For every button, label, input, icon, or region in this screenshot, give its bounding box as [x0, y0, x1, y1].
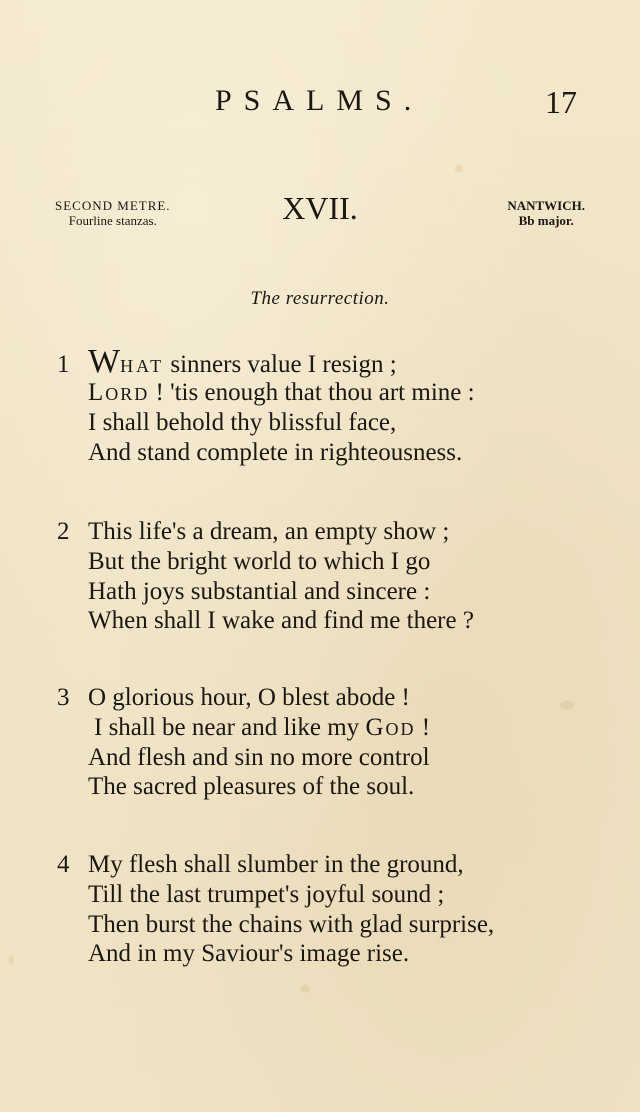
verse-text: sinners value I resign ;: [164, 351, 397, 378]
tune-name: NANTWICH.: [507, 198, 585, 213]
verse-text: ! 'tis enough that thou art mine :: [149, 379, 475, 406]
psalm-number: XVII.: [282, 190, 358, 226]
verse-line: And stand complete in righteousness.: [88, 439, 463, 466]
verse-line: The sacred pleasures of the soul.: [88, 773, 415, 800]
stanza-number: 1: [57, 351, 70, 378]
running-title: PSALMS.: [215, 84, 424, 117]
verse-line: [88, 343, 397, 381]
verse-line: [88, 379, 475, 407]
verse-line: And in my Saviour's image rise.: [88, 940, 410, 967]
running-head: [0, 84, 640, 124]
paper-stain: [300, 985, 310, 993]
verse-line: Till the last trumpet's joyful sound ;: [88, 881, 445, 908]
verse-line: When shall I wake and find me there ?: [88, 607, 474, 634]
tune-info: [507, 198, 585, 228]
verse-line: But the bright world to which I go: [88, 548, 431, 575]
paper-stain: [8, 955, 14, 965]
verse-line: My flesh shall slumber in the ground,: [88, 851, 464, 878]
small-caps-text: God: [365, 714, 416, 741]
paper-stain: [455, 165, 463, 173]
stanza-number: 4: [57, 851, 70, 878]
verse-line: [94, 714, 430, 742]
verse-text: I shall be near and like my: [94, 714, 366, 741]
verse-text: !: [415, 714, 431, 741]
psalm-header: [0, 190, 640, 240]
small-caps-text: Lord: [88, 379, 150, 406]
stanza-number: 2: [57, 518, 70, 545]
drop-capital: W: [88, 343, 121, 380]
verse-line: Hath joys substantial and sincere :: [88, 578, 431, 605]
verse-line: This life's a dream, an empty show ;: [88, 518, 450, 545]
stanza-number: 3: [57, 684, 70, 711]
stanza-form-label: Fourline stanzas.: [68, 213, 157, 228]
paper-stain: [560, 700, 574, 710]
verse-line: O glorious hour, O blest abode !: [88, 684, 410, 711]
metre-label: SECOND METRE.: [55, 198, 171, 213]
verse-line: I shall behold thy blissful face,: [88, 409, 397, 436]
verse-line: Then burst the chains with glad surprise,: [88, 911, 495, 938]
verse-line: And flesh and sin no more control: [88, 744, 430, 771]
tune-key: Bb major.: [518, 213, 574, 228]
page-number: 17: [545, 84, 577, 120]
psalm-subject: The resurrection.: [250, 288, 390, 309]
small-caps-text: hat: [120, 351, 165, 378]
